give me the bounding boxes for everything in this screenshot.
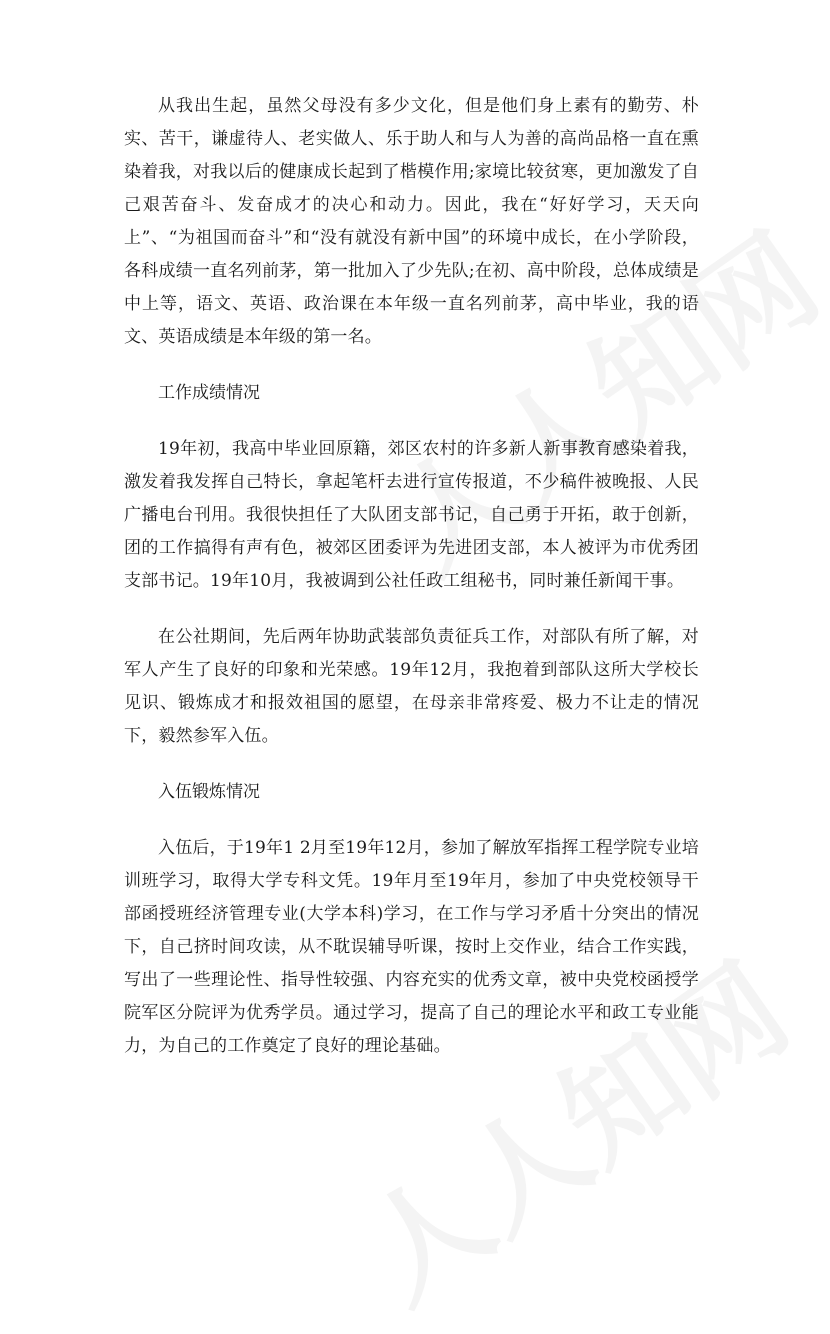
section-heading-army: 入伍锻炼情况 [158, 782, 260, 802]
paragraph-army: 入伍后，于19年1 2月至19年12月，参加了解放军指挥工程学院专业培训班学习，取得大学专科文凭。19年月至19年月，参加了中央党校领导干部函授班经济管理专业(大学本科)学习，在工作与学习矛盾十分突出的情况下，自己挤时间攻读，从不耽误辅导听课，按时上交作业，结合工作实践，写出了一些理论性、指导性较强、内容充实的优秀文章，被中央党校函授学院军区分院评为优秀学员。通过学习，提高了自己的理论水平和政工专业能力，为自己的工作奠定了良好的理论基础。 [124, 838, 699, 1056]
section-heading-work: 工作成绩情况 [158, 383, 260, 403]
document-body [124, 90, 699, 1086]
paragraph-childhood: 从我出生起，虽然父母没有多少文化，但是他们身上素有的勤劳、朴实、苦干，谦虚待人、老实做人、乐于助人和与人为善的高尚品格一直在熏染着我，对我以后的健康成长起到了楷模作用;家境比较贫寒，更加激发了自己艰苦奋斗、发奋成才的决心和动力。因此，我在“好好学习，天天向上”、“为祖国而奋斗”和“没有就没有新中国”的环境中成长，在小学阶段，各科成绩一直名列前茅，第一批加入了少先队;在初、高中阶段，总体成绩是中上等，语文、英语、政治课在本年级一直名列前茅，高中毕业，我的语文、英语成绩是本年级的第一名。 [124, 96, 699, 347]
paragraph-work-2: 在公社期间，先后两年协助武装部负责征兵工作，对部队有所了解，对军人产生了良好的印象和光荣感。19年12月，我抱着到部队这所大学校长见识、锻炼成才和报效祖国的愿望，在母亲非常疼爱、极力不让走的情况下，毅然参军入伍。 [124, 627, 699, 746]
paragraph-work-1: 19年初，我高中毕业回原籍，郊区农村的许多新人新事教育感染着我，激发着我发挥自己特长，拿起笔杆去进行宣传报道，不少稿件被晚报、人民广播电台刊用。我很快担任了大队团支部书记，自己勇于开拓，敢于创新，团的工作搞得有声有色，被郊区团委评为先进团支部，本人被评为市优秀团支部书记。19年10月，我被调到公社任政工组秘书，同时兼任新闻干事。 [124, 439, 699, 591]
